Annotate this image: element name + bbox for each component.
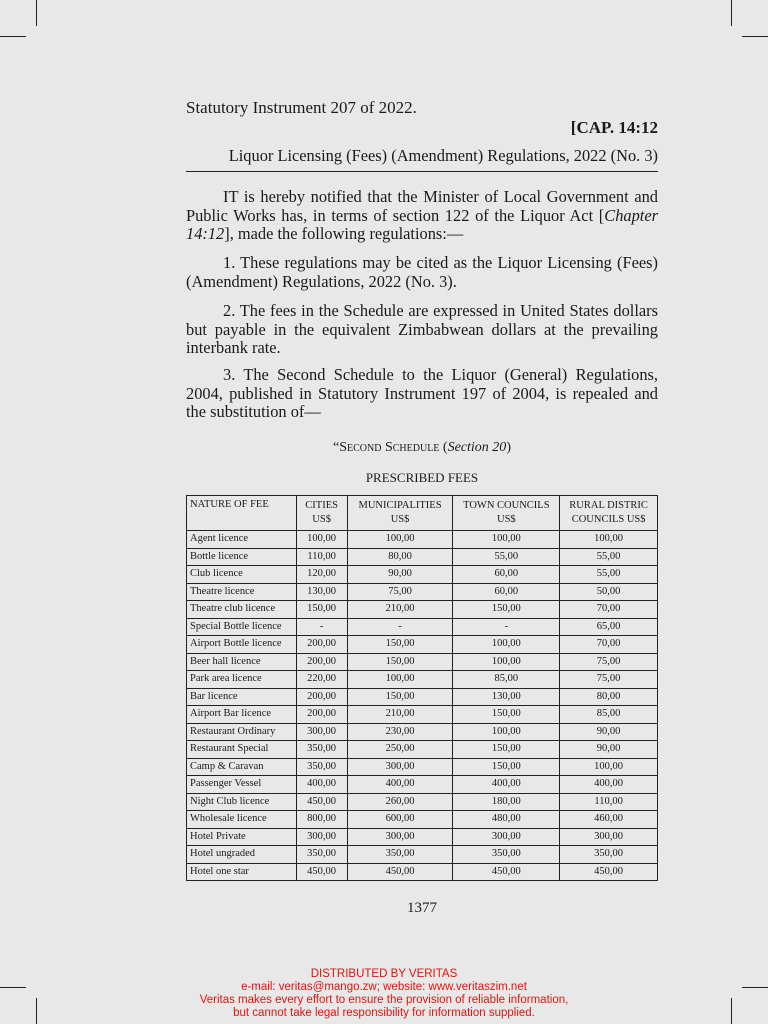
fee-value-cell: 150,00 bbox=[347, 653, 453, 671]
fee-value-cell: 150,00 bbox=[453, 758, 560, 776]
fee-value-cell: 90,00 bbox=[560, 723, 658, 741]
table-row bbox=[187, 723, 658, 741]
table-row bbox=[187, 828, 658, 846]
fee-value-cell: 200,00 bbox=[296, 688, 347, 706]
crop-mark bbox=[742, 36, 768, 37]
fee-value-cell: 100,00 bbox=[453, 531, 560, 549]
fee-value-cell: 400,00 bbox=[560, 776, 658, 794]
fee-value-cell: 120,00 bbox=[296, 566, 347, 584]
fee-value-cell: 100,00 bbox=[296, 531, 347, 549]
schedule-title: Second Schedule bbox=[339, 440, 440, 455]
fee-value-cell: 200,00 bbox=[296, 706, 347, 724]
column-header-nature-of-fee: NATURE OF FEE bbox=[187, 496, 297, 531]
fee-value-cell: 60,00 bbox=[453, 583, 560, 601]
fee-value-cell: 210,00 bbox=[347, 706, 453, 724]
section-2-paragraph bbox=[186, 302, 658, 358]
fee-name-cell: Beer hall licence bbox=[187, 653, 297, 671]
fee-value-cell: 130,00 bbox=[296, 583, 347, 601]
fee-value-cell: 100,00 bbox=[453, 636, 560, 654]
section-1-text: 1. These regulations may be cited as the Liquor Licensing (Fees) (Amendment) Regulations, 2022 (No. 3). bbox=[186, 253, 658, 291]
fee-value-cell: 450,00 bbox=[560, 863, 658, 881]
fee-value-cell: 350,00 bbox=[296, 741, 347, 759]
crop-mark bbox=[36, 0, 37, 26]
fee-value-cell: 300,00 bbox=[296, 723, 347, 741]
table-row bbox=[187, 531, 658, 549]
table-row bbox=[187, 618, 658, 636]
fee-value-cell: - bbox=[453, 618, 560, 636]
fee-value-cell: 100,00 bbox=[453, 653, 560, 671]
crop-mark bbox=[731, 0, 732, 26]
table-row bbox=[187, 636, 658, 654]
fee-value-cell: 55,00 bbox=[453, 548, 560, 566]
fee-value-cell: 75,00 bbox=[560, 671, 658, 689]
fee-value-cell: 90,00 bbox=[560, 741, 658, 759]
fee-name-cell: Hotel one star bbox=[187, 863, 297, 881]
fee-value-cell: 65,00 bbox=[560, 618, 658, 636]
fee-value-cell: 480,00 bbox=[453, 811, 560, 829]
fee-value-cell: 350,00 bbox=[560, 846, 658, 864]
fee-value-cell: 110,00 bbox=[296, 548, 347, 566]
fee-name-cell: Airport Bar licence bbox=[187, 706, 297, 724]
table-row bbox=[187, 863, 658, 881]
fee-value-cell: 85,00 bbox=[453, 671, 560, 689]
preamble-text-end: ], made the following regulations:— bbox=[224, 224, 464, 243]
fee-value-cell: 150,00 bbox=[347, 636, 453, 654]
fee-value-cell: 100,00 bbox=[453, 723, 560, 741]
fee-value-cell: 250,00 bbox=[347, 741, 453, 759]
fee-value-cell: 450,00 bbox=[296, 863, 347, 881]
column-header-town-councils: TOWN COUNCILS US$ bbox=[453, 496, 560, 531]
table-row bbox=[187, 741, 658, 759]
schedule-subtitle: PRESCRIBED FEES bbox=[365, 470, 479, 485]
open-quote: “ bbox=[333, 440, 340, 455]
fee-value-cell: 150,00 bbox=[347, 688, 453, 706]
fee-value-cell: 150,00 bbox=[453, 741, 560, 759]
footer-line: e-mail: veritas@mango.zw; website: www.veritaszim.net bbox=[241, 981, 527, 993]
fee-value-cell: 300,00 bbox=[347, 828, 453, 846]
fee-value-cell: 400,00 bbox=[296, 776, 347, 794]
fee-name-cell: Hotel ungraded bbox=[187, 846, 297, 864]
chapter-citation: Chapter 14:12 bbox=[186, 205, 658, 243]
schedule-section: Section 20 bbox=[447, 440, 507, 455]
fee-value-cell: 200,00 bbox=[296, 653, 347, 671]
table-row bbox=[187, 793, 658, 811]
footer-line: but cannot take legal responsibility for information supplied. bbox=[233, 1007, 535, 1019]
fee-value-cell: 80,00 bbox=[560, 688, 658, 706]
fee-value-cell: 260,00 bbox=[347, 793, 453, 811]
fee-value-cell: 90,00 bbox=[347, 566, 453, 584]
fee-name-cell: Park area licence bbox=[187, 671, 297, 689]
table-row bbox=[187, 548, 658, 566]
table-row bbox=[187, 653, 658, 671]
table-row bbox=[187, 846, 658, 864]
fee-value-cell: - bbox=[296, 618, 347, 636]
fee-value-cell: 60,00 bbox=[453, 566, 560, 584]
fee-value-cell: 50,00 bbox=[560, 583, 658, 601]
fee-value-cell: 75,00 bbox=[560, 653, 658, 671]
chapter-reference: [CAP. 14:12 bbox=[570, 118, 658, 137]
fee-value-cell: 85,00 bbox=[560, 706, 658, 724]
fee-value-cell: 800,00 bbox=[296, 811, 347, 829]
fee-value-cell: 150,00 bbox=[453, 706, 560, 724]
fee-value-cell: 300,00 bbox=[560, 828, 658, 846]
fee-name-cell: Theatre club licence bbox=[187, 601, 297, 619]
fee-name-cell: Agent licence bbox=[187, 531, 297, 549]
fee-name-cell: Restaurant Ordinary bbox=[187, 723, 297, 741]
title-rule bbox=[186, 171, 658, 172]
fee-value-cell: 300,00 bbox=[347, 758, 453, 776]
fee-name-cell: Hotel Private bbox=[187, 828, 297, 846]
fee-value-cell: 350,00 bbox=[296, 758, 347, 776]
fee-value-cell: 55,00 bbox=[560, 548, 658, 566]
footer-line: Veritas makes every effort to ensure the provision of reliable information, bbox=[199, 994, 569, 1006]
distribution-footer bbox=[0, 968, 768, 1020]
fee-value-cell: 300,00 bbox=[296, 828, 347, 846]
fee-value-cell: 450,00 bbox=[296, 793, 347, 811]
section-3-text: 3. The Second Schedule to the Liquor (General) Regulations, 2004, published in Statutory Instrument 197 of 2004, is repealed and the substitution of— bbox=[186, 365, 658, 421]
fee-value-cell: 150,00 bbox=[453, 601, 560, 619]
table-row bbox=[187, 671, 658, 689]
fee-value-cell: 75,00 bbox=[347, 583, 453, 601]
column-header-cities: CITIES US$ bbox=[296, 496, 347, 531]
fee-value-cell: 210,00 bbox=[347, 601, 453, 619]
fee-value-cell: 350,00 bbox=[296, 846, 347, 864]
instrument-number: Statutory Instrument 207 of 2022. bbox=[186, 98, 417, 117]
fee-value-cell: 600,00 bbox=[347, 811, 453, 829]
fee-value-cell: 230,00 bbox=[347, 723, 453, 741]
fee-value-cell: 80,00 bbox=[347, 548, 453, 566]
column-header-rural-district-councils: RURAL DISTRIC COUNCILS US$ bbox=[560, 496, 658, 531]
table-row bbox=[187, 566, 658, 584]
fee-value-cell: 150,00 bbox=[296, 601, 347, 619]
section-2-text: 2. The fees in the Schedule are expressed in United States dollars but payable in the equivalent Zimbabwean dollars at the prevailing interbank rate. bbox=[186, 301, 658, 357]
section-3-paragraph bbox=[186, 366, 658, 422]
fee-name-cell: Wholesale licence bbox=[187, 811, 297, 829]
fee-value-cell: 300,00 bbox=[453, 828, 560, 846]
fee-value-cell: 350,00 bbox=[453, 846, 560, 864]
footer-line: DISTRIBUTED BY VERITAS bbox=[310, 968, 458, 980]
fee-value-cell: 180,00 bbox=[453, 793, 560, 811]
section-1-paragraph bbox=[186, 254, 658, 291]
table-row bbox=[187, 688, 658, 706]
fee-name-cell: Night Club licence bbox=[187, 793, 297, 811]
fee-value-cell: 100,00 bbox=[560, 531, 658, 549]
page-number: 1377 bbox=[407, 900, 437, 916]
fee-value-cell: 350,00 bbox=[347, 846, 453, 864]
table-row bbox=[187, 601, 658, 619]
fee-value-cell: 130,00 bbox=[453, 688, 560, 706]
table-row bbox=[187, 706, 658, 724]
fee-name-cell: Bar licence bbox=[187, 688, 297, 706]
fee-name-cell: Club licence bbox=[187, 566, 297, 584]
fee-value-cell: 450,00 bbox=[453, 863, 560, 881]
regulation-title: Liquor Licensing (Fees) (Amendment) Regulations, 2022 (No. 3) bbox=[228, 146, 658, 165]
table-row bbox=[187, 811, 658, 829]
fee-name-cell: Bottle licence bbox=[187, 548, 297, 566]
table-header-row bbox=[187, 496, 658, 531]
column-header-municipalities: MUNICIPALITIES US$ bbox=[347, 496, 453, 531]
fee-value-cell: 100,00 bbox=[560, 758, 658, 776]
table-row bbox=[187, 583, 658, 601]
fee-name-cell: Special Bottle licence bbox=[187, 618, 297, 636]
fee-name-cell: Restaurant Special bbox=[187, 741, 297, 759]
preamble-paragraph bbox=[186, 188, 658, 244]
fee-value-cell: 100,00 bbox=[347, 671, 453, 689]
fee-value-cell: 70,00 bbox=[560, 601, 658, 619]
fee-value-cell: 220,00 bbox=[296, 671, 347, 689]
crop-mark bbox=[0, 36, 26, 37]
fees-table bbox=[186, 495, 658, 881]
fee-value-cell: 450,00 bbox=[347, 863, 453, 881]
fee-value-cell: 100,00 bbox=[347, 531, 453, 549]
fee-value-cell: 55,00 bbox=[560, 566, 658, 584]
fee-value-cell: 200,00 bbox=[296, 636, 347, 654]
fee-name-cell: Passenger Vessel bbox=[187, 776, 297, 794]
fee-value-cell: 460,00 bbox=[560, 811, 658, 829]
fee-value-cell: - bbox=[347, 618, 453, 636]
fee-name-cell: Airport Bottle licence bbox=[187, 636, 297, 654]
fee-value-cell: 110,00 bbox=[560, 793, 658, 811]
schedule-heading: “Second Schedule (Section 20) bbox=[333, 440, 511, 455]
fee-name-cell: Theatre licence bbox=[187, 583, 297, 601]
table-row bbox=[187, 776, 658, 794]
preamble-text: IT is hereby notified that the Minister of Local Government and Public Works has, in terms of section 122 of the Liquor Act [ bbox=[186, 187, 658, 225]
fee-value-cell: 70,00 bbox=[560, 636, 658, 654]
fee-value-cell: 400,00 bbox=[347, 776, 453, 794]
table-row bbox=[187, 758, 658, 776]
fee-name-cell: Camp & Caravan bbox=[187, 758, 297, 776]
fee-value-cell: 400,00 bbox=[453, 776, 560, 794]
